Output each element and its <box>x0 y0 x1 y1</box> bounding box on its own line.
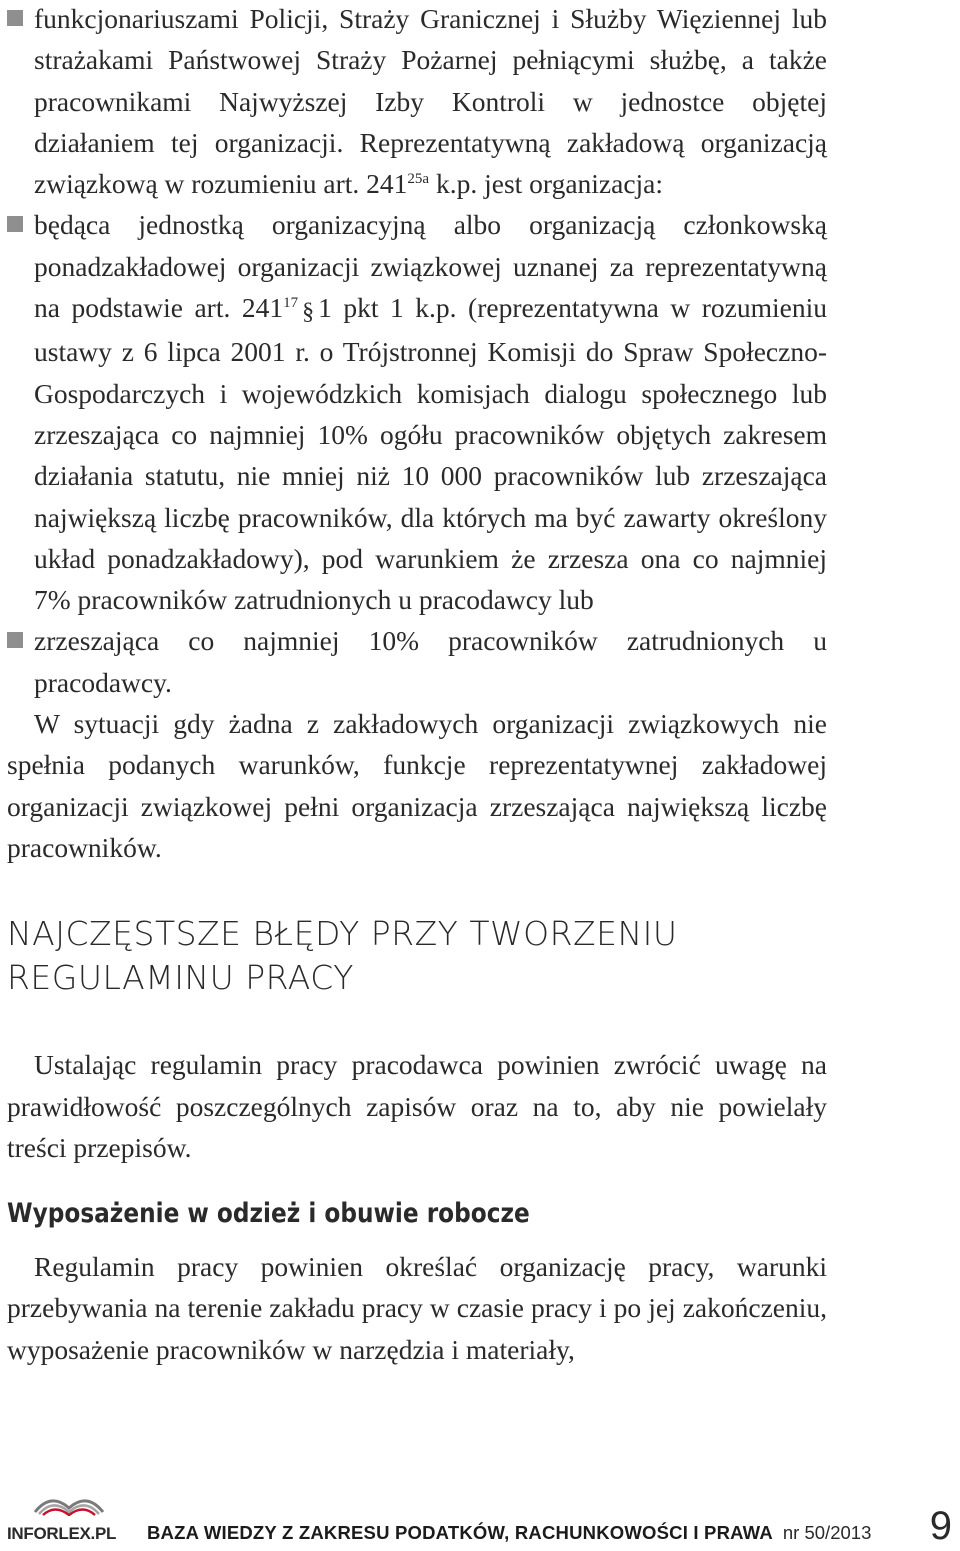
heading-line-1: NAJCZĘSTSZE BŁĘDY PRZY TWORZENIU <box>7 914 678 954</box>
document-page <box>7 0 827 1370</box>
paragraph-clothing: Regulamin pracy powinien określać organizację pracy, warunki przebywania na terenie zakładu pracy w czasie pracy i po jej zakończeniu, wyposażenie pracowników w narzędzia i materiały, <box>7 1251 827 1365</box>
logo-text: INFORLEX.PL <box>7 1524 117 1543</box>
paragraph-situation: W sytuacji gdy żadna z zakładowych organizacji związkowych nie spełnia podanych warunków, funkcje reprezentatywnej zakładowej organizacji związkowej pełni organizacja zrzeszająca największą liczbę pracowników. <box>7 708 827 863</box>
list-item-ten-percent <box>7 620 827 703</box>
superscript: 25a <box>407 171 430 188</box>
open-book-logo-icon <box>33 1488 105 1516</box>
heading-line-2: REGULAMINU PRACY <box>7 958 354 998</box>
square-bullet-icon <box>7 216 23 232</box>
page-number: 9 <box>929 1504 952 1548</box>
list-item-officers <box>7 0 827 204</box>
list-item-text-continued: k.p. jest organizacja: <box>429 168 664 200</box>
square-bullet-icon <box>7 632 23 648</box>
section-heading <box>7 912 827 1000</box>
list-item-text: funkcjonariuszami Policji, Straży Granicznej i Służby Więziennej lub strażakami Państwowej Straży Pożarnej pełniącymi służbę, a także pracownikami Najwyższej Izby Kontroli w jednostce objętej działaniem tej organizacji. Reprezentatywną zakładową organizacją związkową w rozumieniu art. 241 <box>34 3 827 200</box>
list-item-text: będąca jednostką organizacyjną albo organizacją członkowską ponadzakładowej organizacji związkowej uznanej za reprezentatywną na podstawie art. 241 <box>34 209 827 324</box>
list-item-text-continued: 1 pkt 1 k.p. (reprezentatywna w rozumieniu ustawy z 6 lipca 2001 r. o Trójstronnej Komisji do Spraw Społeczno-Gospodarczych i wojewódzkich komisjach dialogu społecznego lub zrzeszająca co najmniej 10% ogółu pracowników objętych zakresem działania statutu, nie mniej niż 10 000 pracowników lub zrzeszająca największą liczbę pracowników, dla których ma być zawarty określony układ ponadzakładowy), pod warunkiem że zrzesza ona co najmniej 7% pracowników zatrudnionych u pracodawcy lub <box>34 292 828 616</box>
footer-title: BAZA WIEDZY Z ZAKRESU PODATKÓW, RACHUNKOWOŚCI I PRAWA <box>147 1522 773 1543</box>
spacer <box>7 868 827 912</box>
list-item-member-unit <box>7 204 827 620</box>
square-bullet-icon <box>7 10 23 26</box>
spacer <box>7 1232 827 1246</box>
paragraph-regulation: Ustalając regulamin pracy pracodawca powinien zwrócić uwagę na prawidłowość poszczególnych zapisów oraz na to, aby nie powielały treści przepisów. <box>7 1049 827 1163</box>
page-footer <box>7 1488 952 1548</box>
subsection-heading: Wyposażenie w odzież i obuwie robocze <box>7 1198 530 1230</box>
issue-number: nr 50/2013 <box>782 1522 872 1543</box>
superscript: 17 <box>283 294 299 311</box>
list-item-text: zrzeszająca co najmniej 10% pracowników zatrudnionych u pracodawcy. <box>34 625 827 698</box>
logo <box>7 1488 139 1548</box>
spacer <box>7 1000 827 1044</box>
spacer <box>7 1168 827 1196</box>
section-sign: § <box>302 299 315 326</box>
